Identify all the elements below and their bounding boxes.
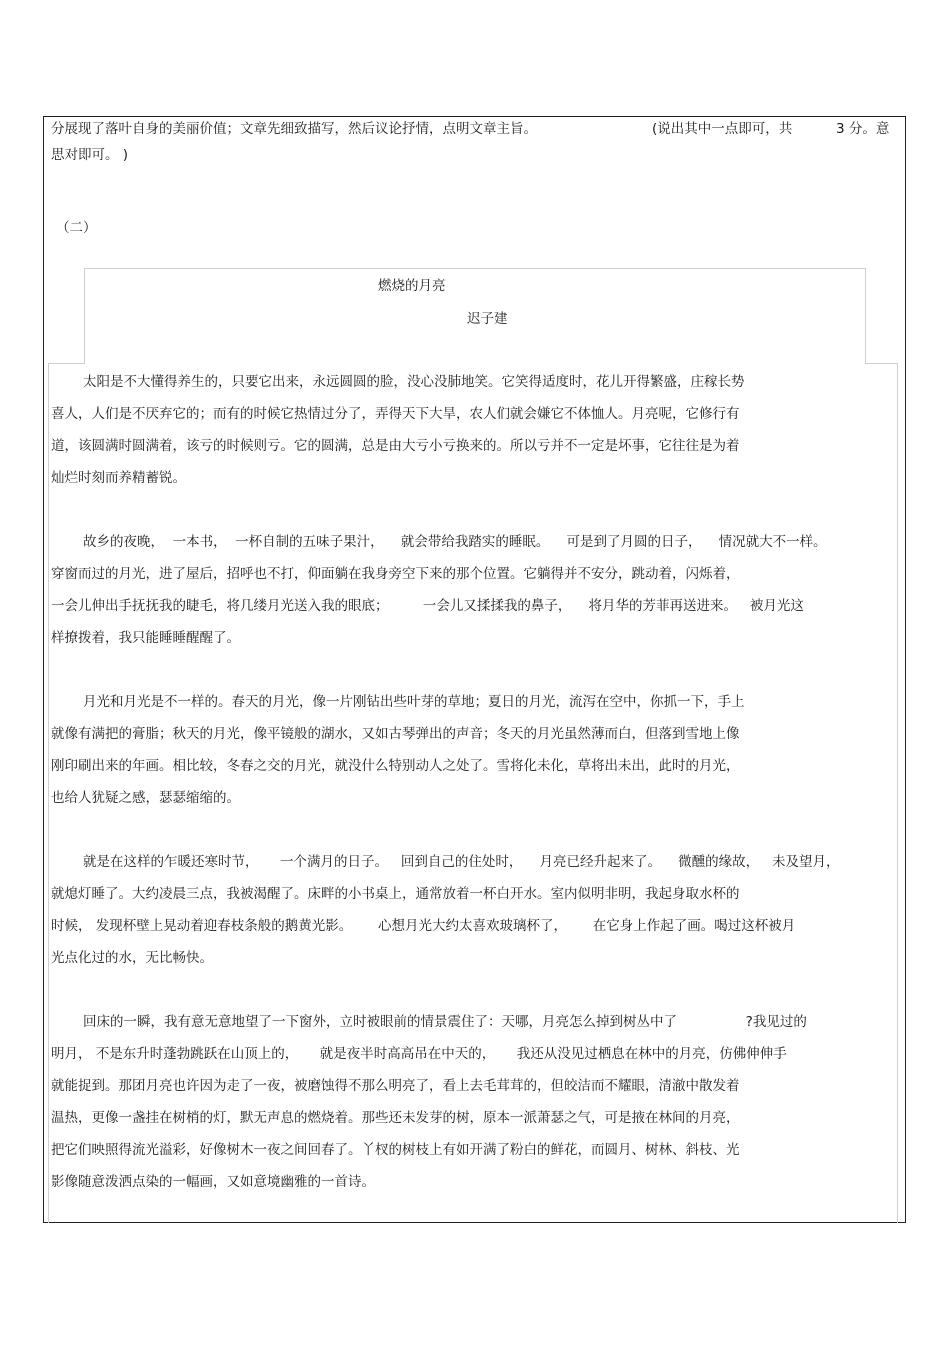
section-label: （二）: [56, 220, 97, 236]
p3-line: 也给人犹疑之感，瑟瑟缩缩的。: [51, 790, 240, 806]
frame-connector-right: [865, 363, 898, 364]
p1-line: 太阳是不大懂得养生的，只要它出来，永远圆圆的脸，没心没肺地笑。它笑得适度时，花儿开得繁盛，庄稼长势: [83, 374, 745, 390]
p4-line: 时候， 发现杯壁上晃动着迎春枝条般的鹅黄光影。 心想月光大约太喜欢玻璃杯了， 在它身上作起了画。喝过这杯被月: [51, 918, 796, 934]
p2-line: 穿窗而过的月光，进了屋后，招呼也不打，仰面躺在我身旁空下来的那个位置。它躺得并不安分，跳动着，闪烁着，: [51, 566, 740, 582]
p5-line: 温热，更像一盏挂在树梢的灯，默无声息的燃烧着。那些还未发芽的树，原本一派萧瑟之气，可是掖在林间的月亮，: [51, 1110, 740, 1126]
p2-line: 故乡的夜晚， 一本书， 一杯自制的五味子果汁， 就会带给我踏实的睡眠。 可是到了月圆的日子， 情况就大不一样。: [83, 534, 827, 550]
p4-line: 就熄灯睡了。大约凌晨三点，我被渴醒了。床畔的小书桌上，通常放着一杯白开水。室内似明非明，我起身取水杯的: [51, 886, 740, 902]
answer-line-1a: 分展现了落叶自身的美丽价值；文章先细致描写，然后议论抒情，点明文章主旨。: [51, 121, 537, 137]
answer-line-1c: 3 分。意: [836, 121, 890, 137]
p3-line: 月光和月光是不一样的。春天的月光，像一片刚钻出些叶芽的草地；夏日的月光，流泻在空中，你抓一下，手上: [83, 694, 745, 710]
p2-line: 一会儿伸出手抚抚我的睫毛，将几缕月光送入我的眼底； 一会儿又揉揉我的鼻子， 将月华的芳菲再送进来。 被月光这: [51, 598, 804, 614]
p2-line: 样撩拨着，我只能睡睡醒醒了。: [51, 630, 240, 646]
answer-line-2: 思对即可。 ): [51, 147, 129, 163]
article-author: 迟子建: [467, 311, 508, 327]
p5-line: 明月， 不是东升时蓬勃跳跃在山顶上的， 就是夜半时高高吊在中天的， 我还从没见过栖息在林中的月亮，仿佛伸伸手: [51, 1046, 787, 1062]
article-title: 燃烧的月亮: [378, 278, 446, 294]
p5-line: 就能捉到。那团月亮也许因为走了一夜，被磨蚀得不那么明亮了，看上去毛茸茸的，但皎洁而不耀眼，清澈中散发着: [51, 1078, 740, 1094]
p1-line: 道，该圆满时圆满着，该亏的时候则亏。它的圆满，总是由大亏小亏换来的。所以亏并不一定是坏事，它往往是为着: [51, 438, 740, 454]
p1-line: 灿烂时刻而养精蓄锐。: [51, 470, 186, 486]
p4-line: 光点化过的水，无比畅快。: [51, 950, 213, 966]
answer-line-1b: (说出其中一点即可，共: [652, 121, 793, 137]
p5-line: 把它们映照得流光溢彩，好像树木一夜之间回春了。丫杈的树枝上有如开满了粉白的鲜花，而圆月、树林、斜枝、光: [51, 1142, 740, 1158]
p3-line: 刚印刷出来的年画。相比较，冬春之交的月光，就没什么特别动人之处了。雪将化未化，草将出未出，此时的月光，: [51, 758, 740, 774]
p5-line: 影像随意泼洒点染的一幅画，又如意境幽雅的一首诗。: [51, 1174, 375, 1190]
p5-line: 回床的一瞬，我有意无意地望了一下窗外，立时被眼前的情景震住了：天哪，月亮怎么掉到树丛中了 ?我见过的: [83, 1014, 807, 1030]
frame-connector-left: [48, 363, 85, 364]
p1-line: 喜人，人们是不厌弃它的；而有的时候它热情过分了，弄得天下大旱，农人们就会嫌它不体恤人。月亮呢，它修行有: [51, 406, 740, 422]
p3-line: 就像有满把的膏脂；秋天的月光，像平镜般的湖水，又如古琴弹出的声音；冬天的月光虽然薄而白，但落到雪地上像: [51, 726, 740, 742]
p4-line: 就是在这样的乍暖还寒时节， 一个满月的日子。 回到自己的住处时， 月亮已经升起来了。 微醺的缘故， 未及望月，: [83, 854, 840, 870]
